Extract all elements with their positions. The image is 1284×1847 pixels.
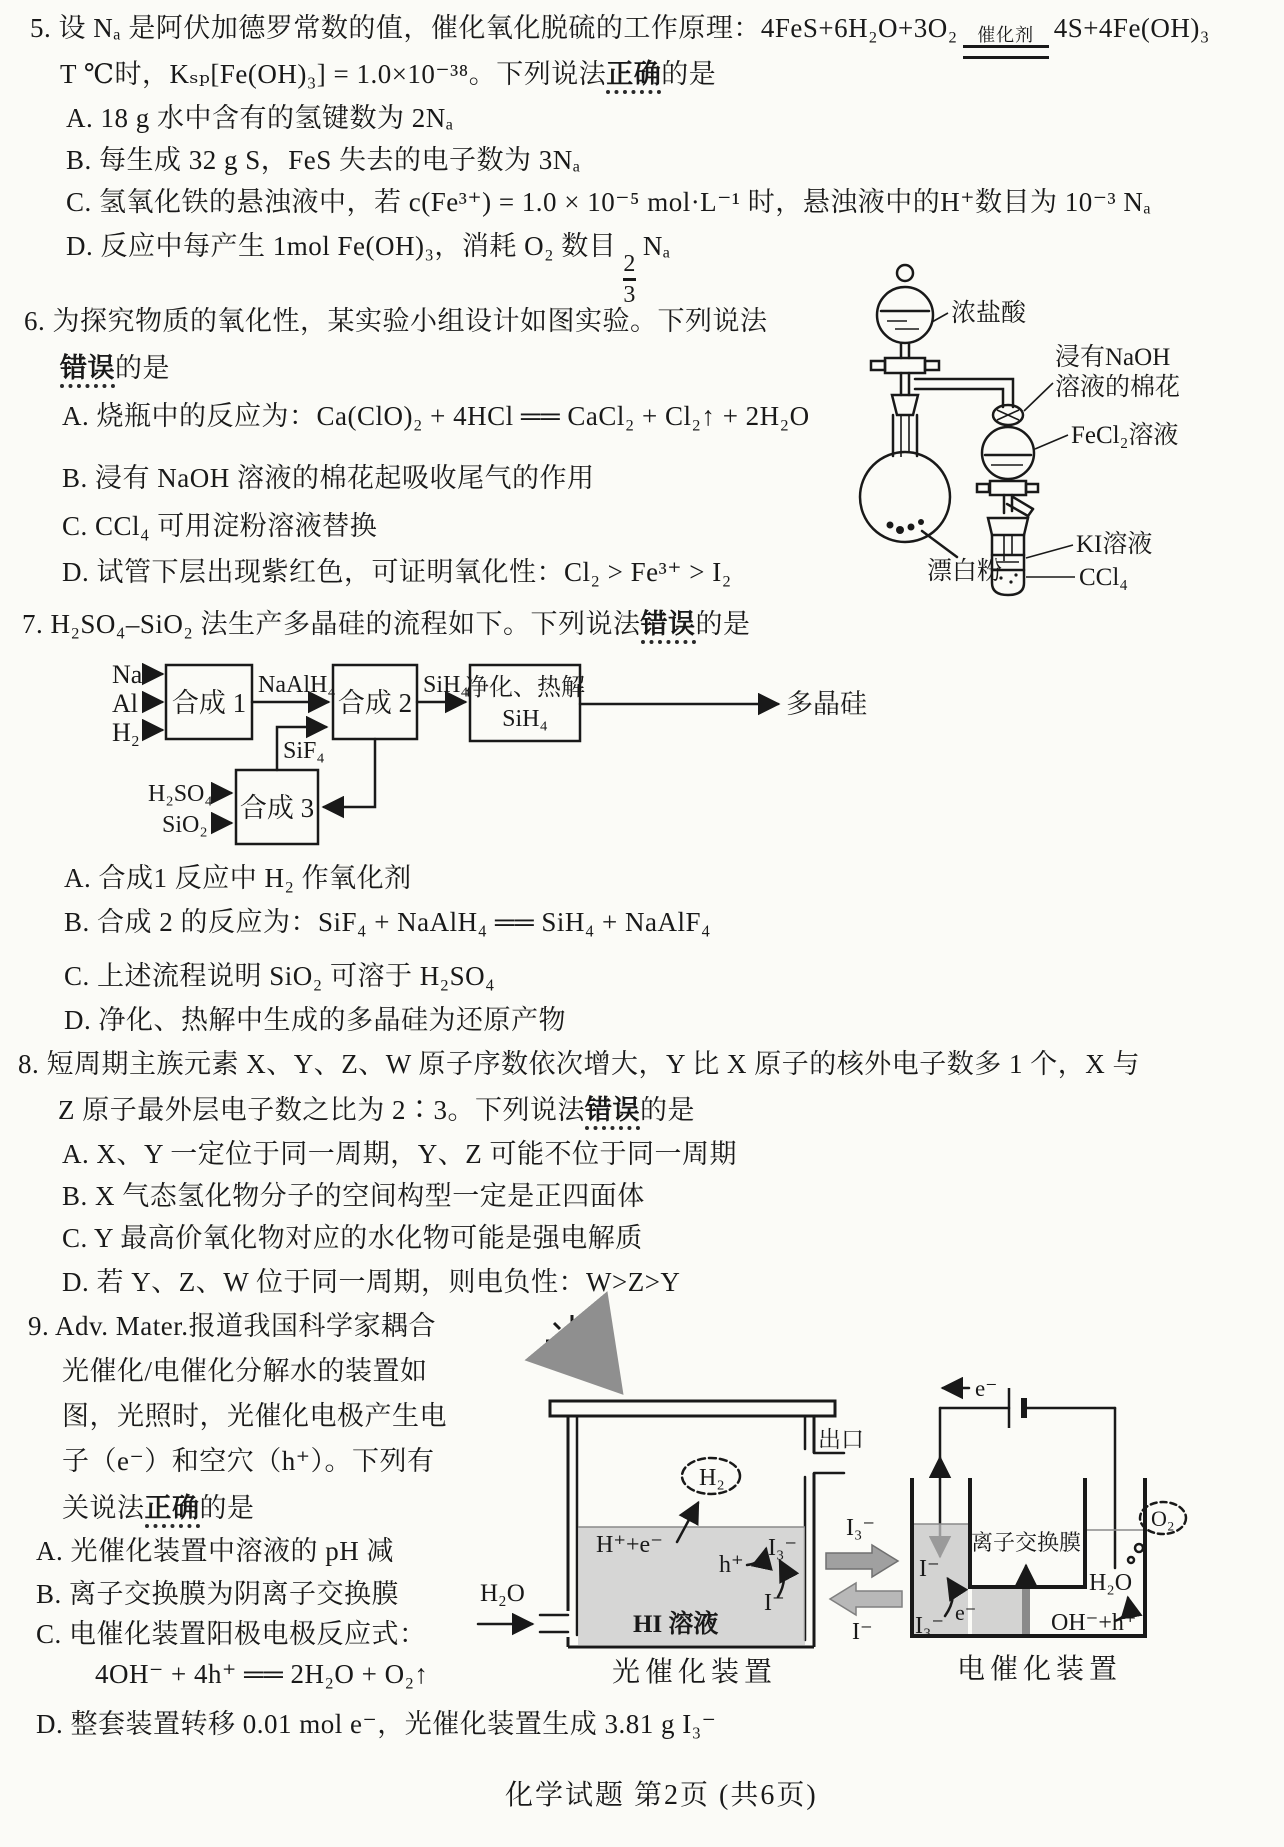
naoh-cotton-label-2: 溶液的棉花 xyxy=(1055,374,1181,401)
q9-stem-line3: 图，光照时，光催化电极产生电 xyxy=(62,1401,447,1431)
q8-option-a[interactable]: A. X、Y 一定位于同一周期，Y、Z 可能不位于同一周期 xyxy=(62,1139,737,1169)
q8-stem-text: Z 原子最外层电子数之比为 2∶3。下列说法 xyxy=(58,1095,585,1125)
q9-option-d[interactable]: D. 整套装置转移 0.01 mol e⁻，光催化装置生成 3.81 g I₃⁻ xyxy=(36,1709,717,1739)
flow-h2so4-label: H₂SO₄ xyxy=(148,781,213,807)
q6-option-c[interactable]: C. CCl₄ 可用淀粉溶液替换 xyxy=(62,511,378,541)
ccl4-label: CCl₄ xyxy=(1079,564,1129,591)
round-flask-icon xyxy=(860,415,957,557)
q9-stem-tail: 的是 xyxy=(199,1493,255,1523)
h2o-inlet-label: H₂O xyxy=(480,1580,525,1607)
outlet-label: 出口 xyxy=(818,1427,864,1452)
q7-stem-tail: 的是 xyxy=(695,609,751,639)
electro-device-caption: 电催化装置 xyxy=(957,1654,1123,1685)
electron-label-top: e⁻ xyxy=(975,1376,998,1401)
q5-option-b[interactable]: B. 每生成 32 g S，FeS 失去的电子数为 3Nₐ xyxy=(66,145,581,175)
q7-option-a[interactable]: A. 合成1 反应中 H₂ 作氧化剂 xyxy=(64,863,412,893)
q6-option-a[interactable]: A. 烧瓶中的反应为：Ca(ClO)₂ + 4HCl ══ CaCl₂ + Cl₂↑ + 2H₂O xyxy=(62,401,810,431)
q9-stem-line2: 光催化/电催化分解水的装置如 xyxy=(62,1356,428,1386)
q9-option-b[interactable]: B. 离子交换膜为阴离子交换膜 xyxy=(36,1579,400,1609)
hydroxide-hole-label: OH⁻+h⁺ xyxy=(1051,1610,1137,1636)
connecting-tube-icon xyxy=(915,379,1013,407)
double-equals-line xyxy=(963,45,1049,59)
q5-stem-text: 5. 设 Nₐ 是阿伏加德罗常数的值，催化氧化脱硫的工作原理：4FeS+6H₂O+3O₂ xyxy=(30,13,958,43)
q5-option-d[interactable] xyxy=(66,230,671,307)
conc-hcl-label: 浓盐酸 xyxy=(951,300,1027,327)
q8-stem-line1: 8. 短周期主族元素 X、Y、Z、W 原子序数依次增大，Y 比 X 原子的核外电子数多 1 个，X 与 xyxy=(18,1049,1140,1079)
flow-naalh4-label: NaAlH₄ xyxy=(258,672,336,698)
flow-box1-label: 合成 1 xyxy=(171,688,247,718)
dropping-funnel-icon xyxy=(871,265,939,415)
q8-stem-tail: 的是 xyxy=(640,1095,695,1125)
q5-stem-line1 xyxy=(30,12,1210,59)
o2-label: O₂ xyxy=(1151,1506,1175,1531)
flow-box2-label: 合成 2 xyxy=(337,688,413,718)
q9-ion-transfer-arrows xyxy=(822,1503,906,1645)
naoh-cotton-vessel-icon xyxy=(977,405,1038,516)
light-arrow-icon xyxy=(592,1357,612,1381)
fraction-numerator: 2 xyxy=(623,251,636,277)
bleach-powder-dots xyxy=(887,519,925,534)
mid-iodide-label: I⁻ xyxy=(852,1619,873,1645)
electron-label-cell: e⁻ xyxy=(955,1600,977,1625)
q9-electrocatalytic-device xyxy=(905,1368,1284,1690)
apparatus-labels xyxy=(927,299,1180,591)
q9-option-c[interactable]: C. 电催化装置阳极电极反应式： xyxy=(36,1619,427,1649)
q7-stem-text: 7. H₂SO₄–SiO₂ 法生产多晶硅的流程如下。下列说法 xyxy=(22,609,641,639)
q9-stem-line5 xyxy=(62,1492,255,1526)
q5-stem-product: 4S+4Fe(OH)₃ xyxy=(1053,13,1210,43)
right-transfer-arrow-icon xyxy=(826,1545,898,1577)
q5-option-c[interactable]: C. 氢氧化铁的悬浊液中，若 c(Fe³⁺) = 1.0 × 10⁻⁵ mol·L⁻¹ 时，悬浊液中的H⁺数目为 10⁻³ Nₐ xyxy=(66,187,1152,217)
flow-return-line xyxy=(324,739,375,807)
q8-stem-line2 xyxy=(58,1094,695,1128)
q6-emphasis: 错误 xyxy=(60,353,115,388)
hole-label: h⁺ xyxy=(719,1552,744,1578)
q5-ksp-text: T ℃时，Kₛₚ[Fe(OH)₃] = 1.0×10⁻³⁸。下列说法 xyxy=(60,59,607,89)
q7-flowchart xyxy=(100,652,900,864)
catalyst-over-equals xyxy=(963,26,1049,59)
q8-option-c[interactable]: C. Y 最高价氧化物对应的水化物可能是强电解质 xyxy=(62,1223,643,1253)
q6-stem-tail: 的是 xyxy=(115,353,170,383)
q6-apparatus-diagram xyxy=(735,225,1284,600)
fraction-two-thirds xyxy=(623,252,636,307)
flow-output-label: 多晶硅 xyxy=(786,689,867,719)
q9-stem-line4: 子（e⁻）和空穴（h⁺）。下列有 xyxy=(62,1446,435,1476)
q8-emphasis: 错误 xyxy=(585,1095,640,1130)
q6-option-d[interactable]: D. 试管下层出现紫红色，可证明氧化性：Cl₂ > Fe³⁺ > I₂ xyxy=(62,557,732,587)
q5-stem-line2 xyxy=(60,58,716,92)
iodide-label-electro: I⁻ xyxy=(919,1556,940,1582)
q9-stem-text: 关说法 xyxy=(62,1493,145,1523)
page-footer: 化学试题 第2页 (共6页) xyxy=(505,1780,818,1811)
flow-box3-label-2: SiH₄ xyxy=(502,706,548,732)
flow-input-h2: H₂ xyxy=(112,718,140,747)
q5-option-a[interactable]: A. 18 g 水中含有的氢键数为 2Nₐ xyxy=(66,103,454,133)
flow-input-na: Na xyxy=(112,660,143,689)
q5-emphasis: 正确 xyxy=(606,59,661,94)
fecl2-label: FeCl₂溶液 xyxy=(1071,422,1179,449)
q9-option-a[interactable]: A. 光催化装置中溶液的 pH 减 xyxy=(36,1536,394,1566)
flow-sio2-label: SiO₂ xyxy=(162,812,208,838)
membrane-label: 离子交换膜 xyxy=(971,1530,1082,1555)
left-transfer-arrow-icon xyxy=(830,1583,902,1615)
triiodide-label: I₃⁻ xyxy=(768,1535,798,1561)
mid-triiodide-label: I₃⁻ xyxy=(846,1515,876,1541)
flow-inputs xyxy=(112,660,162,747)
h2o-label-electro: H₂O xyxy=(1089,1570,1133,1596)
flow-sih4-label: SiH₄ xyxy=(423,672,469,698)
q9-photocatalytic-device xyxy=(450,1295,870,1695)
q6-stem-line1: 6. 为探究物质的氧化性，某实验小组设计如图实验。下列说法 xyxy=(24,306,768,336)
q6-stem-line2 xyxy=(60,352,170,386)
catalyst-label: 催化剂 xyxy=(977,25,1035,45)
ki-label: KI溶液 xyxy=(1076,531,1153,558)
q8-option-d[interactable]: D. 若 Y、Z、W 位于同一周期，则电负性：W>Z>Y xyxy=(62,1267,681,1297)
proton-electron-label: H⁺+e⁻ xyxy=(596,1532,663,1558)
triiodide-label-electro: I₃⁻ xyxy=(915,1613,945,1639)
q7-option-d[interactable]: D. 净化、热解中生成的多晶硅为还原产物 xyxy=(64,1005,566,1035)
bleach-label: 漂白粉 xyxy=(927,558,1003,585)
flow-input-al: Al xyxy=(112,689,138,718)
fraction-bar xyxy=(623,278,636,281)
iodide-label: I⁻ xyxy=(764,1590,785,1616)
q9-stem-line1: 9. Adv. Mater.报道我国科学家耦合 xyxy=(28,1311,436,1341)
q8-option-b[interactable]: B. X 气态氢化物分子的空间构型一定是正四面体 xyxy=(62,1181,645,1211)
flow-box3-label-1: 净化、热解 xyxy=(465,675,585,701)
hi-solution-label: HI 溶液 xyxy=(633,1611,719,1638)
q9-emphasis: 正确 xyxy=(145,1493,200,1528)
fraction-denominator: 3 xyxy=(623,282,636,308)
q5-option-d-text: D. 反应中每产生 1mol Fe(OH)₃，消耗 O₂ 数目 xyxy=(66,231,617,261)
q5-option-d-tail: Nₐ xyxy=(642,231,671,261)
q6-option-b[interactable]: B. 浸有 NaOH 溶液的棉花起吸收尾气的作用 xyxy=(62,463,595,493)
q7-stem xyxy=(22,608,751,642)
photo-device-caption: 光催化装置 xyxy=(612,1657,778,1688)
flow-sif4-label: SiF₄ xyxy=(283,738,325,764)
q7-emphasis: 错误 xyxy=(641,609,696,644)
q5-stem-tail: 的是 xyxy=(661,59,717,89)
q7-option-b[interactable]: B. 合成 2 的反应为：SiF₄ + NaAlH₄ ══ SiH₄ + NaAlF₄ xyxy=(64,907,711,937)
q7-option-c[interactable]: C. 上述流程说明 SiO₂ 可溶于 H₂SO₄ xyxy=(64,961,496,991)
membrane-bar-icon xyxy=(1022,1589,1030,1634)
naoh-cotton-label-1: 浸有NaOH xyxy=(1055,344,1171,371)
h2-label: H₂ xyxy=(699,1465,725,1491)
q9-option-c-equation: 4OH⁻ + 4h⁺ ══ 2H₂O + O₂↑ xyxy=(95,1659,429,1689)
flow-box4-label: 合成 3 xyxy=(239,793,315,823)
